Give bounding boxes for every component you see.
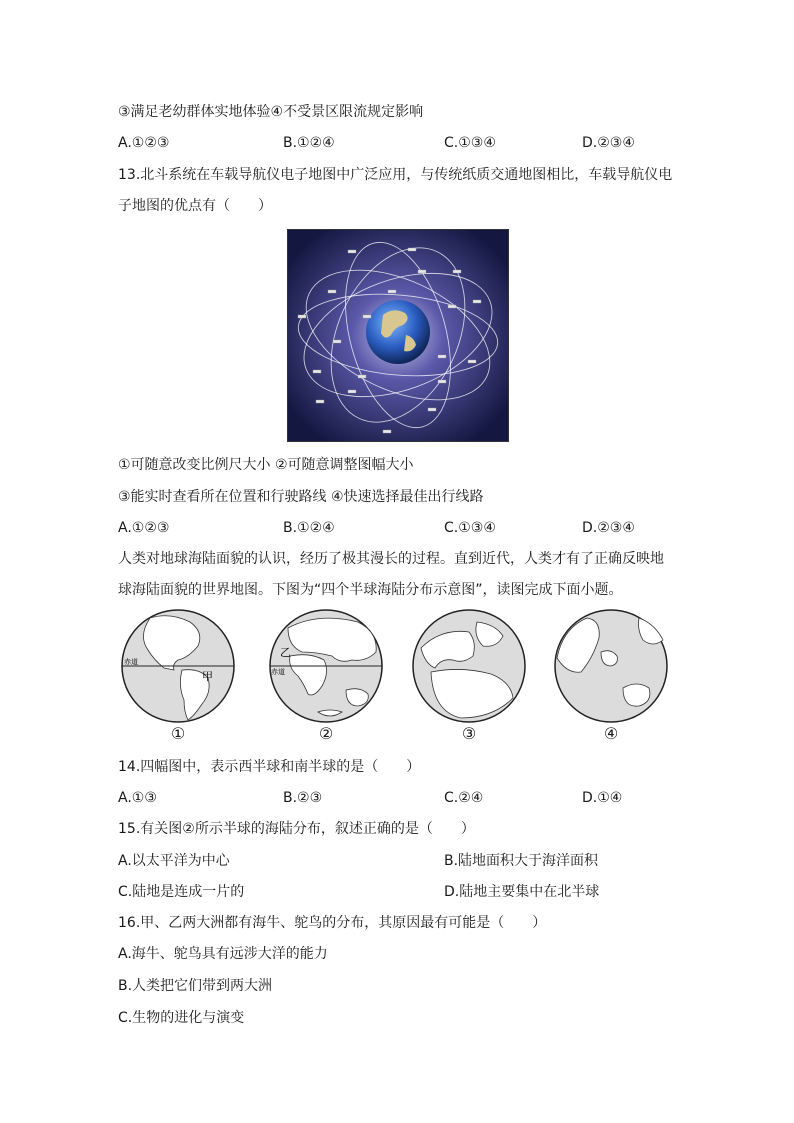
hemisphere-map-2 bbox=[268, 608, 384, 724]
option-a: A.海牛、鸵鸟具有远涉大洋的能力 bbox=[118, 946, 328, 962]
satellite-orbit-image bbox=[287, 229, 509, 442]
option-a: A.①②③ bbox=[118, 135, 170, 151]
question-13-line-2: 子地图的优点有（ ） bbox=[118, 198, 272, 214]
statement-line: ③满足老幼群体实地体验④不受景区限流规定影响 bbox=[118, 104, 424, 120]
statement-3-4: ③能实时查看所在位置和行驶路线 ④快速选择最佳出行线路 bbox=[118, 489, 484, 505]
figure-label-1: ① bbox=[170, 724, 186, 743]
option-d: D.①④ bbox=[582, 790, 623, 806]
option-c: C.②④ bbox=[444, 790, 484, 806]
equator-label: 赤道 bbox=[271, 668, 285, 676]
jia-label: 甲 bbox=[202, 670, 213, 683]
option-a: A.①②③ bbox=[118, 520, 170, 536]
option-d: D.陆地主要集中在北半球 bbox=[444, 884, 600, 900]
question-16: 16.甲、乙两大洲都有海牛、鸵鸟的分布，其原因最有可能是（ ） bbox=[118, 915, 547, 931]
option-c: C.陆地是连成一片的 bbox=[118, 884, 245, 900]
option-b: B.②③ bbox=[283, 790, 323, 806]
figure-label-4: ④ bbox=[603, 724, 619, 743]
question-13-line-1: 13.北斗系统在车载导航仪电子地图中广泛应用，与传统纸质交通地图相比，车载导航仪电 bbox=[118, 167, 673, 183]
equator-label: 赤道 bbox=[124, 658, 138, 666]
option-a: A.以太平洋为中心 bbox=[118, 853, 230, 869]
option-c: C.生物的进化与演变 bbox=[118, 1010, 245, 1026]
intro-line-2: 球海陆面貌的世界地图。下图为“四个半球海陆分布示意图”，读图完成下面小题。 bbox=[118, 582, 623, 598]
option-d: D.②③④ bbox=[582, 520, 635, 536]
option-b: B.陆地面积大于海洋面积 bbox=[444, 853, 599, 869]
option-d: D.②③④ bbox=[582, 135, 635, 151]
hemisphere-map-1 bbox=[120, 608, 236, 724]
option-c: C.①③④ bbox=[444, 520, 496, 536]
hemisphere-map-4 bbox=[553, 608, 669, 724]
yi-label: 乙 bbox=[280, 646, 291, 659]
option-a: A.①③ bbox=[118, 790, 157, 806]
statement-1-2: ①可随意改变比例尺大小 ②可随意调整图幅大小 bbox=[118, 457, 414, 473]
figure-label-2: ② bbox=[318, 724, 334, 743]
question-15: 15.有关图②所示半球的海陆分布，叙述正确的是（ ） bbox=[118, 821, 475, 837]
option-b: B.人类把它们带到两大洲 bbox=[118, 978, 273, 994]
intro-line-1: 人类对地球海陆面貌的认识，经历了极其漫长的过程。直到近代，人类才有了正确反映地 bbox=[118, 551, 664, 567]
option-b: B.①②④ bbox=[283, 520, 335, 536]
hemisphere-map-3 bbox=[411, 608, 527, 724]
option-b: B.①②④ bbox=[283, 135, 335, 151]
question-14: 14.四幅图中，表示西半球和南半球的是（ ） bbox=[118, 759, 421, 775]
option-c: C.①③④ bbox=[444, 135, 496, 151]
figure-label-3: ③ bbox=[461, 724, 477, 743]
